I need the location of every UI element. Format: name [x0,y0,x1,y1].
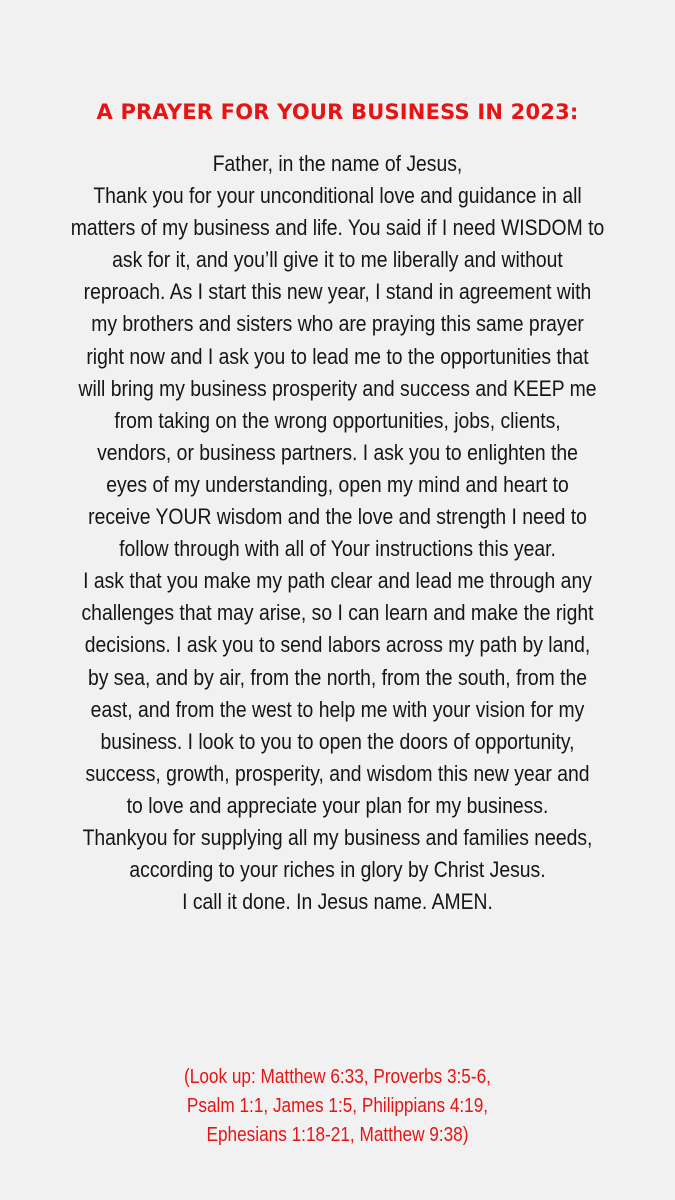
prayer-line: east, and from the west to help me with your vision for my [90,696,585,722]
prayer-line: reproach. As I start this new year, I stand in agreement with [83,279,592,305]
prayer-line: I call it done. In Jesus name. AMEN. [182,889,493,915]
prayer-line: right now and I ask you to lead me to the opportunities that [86,343,589,369]
prayer-line: by sea, and by air, from the north, from the south, from the [87,664,588,690]
prayer-line: eyes of my understanding, open my mind and heart to [106,471,569,497]
prayer-line: receive YOUR wisdom and the love and strength I need to [88,504,587,530]
prayer-line: to love and appreciate your plan for my business. [126,792,549,818]
prayer-line: matters of my business and life. You said if I need WISDOM to [70,215,605,241]
prayer-body [47,148,628,918]
prayer-line: my brothers and sisters who are praying this same prayer [91,311,584,337]
prayer-line: follow through with all of Your instructions this year. [119,536,556,562]
prayer-line: business. I look to you to open the doors of opportunity, [100,728,575,754]
reference-line: (Look up: Matthew 6:33, Proverbs 3:5-6, [184,1066,491,1088]
reference-line: Ephesians 1:18-21, Matthew 9:38) [206,1124,469,1146]
reference-line: Psalm 1:1, James 1:5, Philippians 4:19, [186,1095,489,1117]
scripture-references [47,1063,628,1150]
prayer-line: ask for it, and you’ll give it to me liberally and without [112,247,563,273]
prayer-line: I ask that you make my path clear and lead me through any [83,568,592,594]
prayer-line: according to your riches in glory by Christ Jesus. [129,857,546,883]
prayer-line: Father, in the name of Jesus, [212,151,463,176]
prayer-line: decisions. I ask you to send labors across my path by land, [84,632,591,658]
prayer-line: Thankyou for supplying all my business and families needs, [82,824,593,850]
prayer-line: Thank you for your unconditional love and guidance in all [93,183,582,209]
prayer-line: vendors, or business partners. I ask you to enlighten the [97,439,578,465]
page-title: A PRAYER FOR YOUR BUSINESS IN 2023: [96,100,579,124]
prayer-line: from taking on the wrong opportunities, jobs, clients, [114,407,561,433]
prayer-line: challenges that may arise, so I can learn and make the right [81,600,594,626]
prayer-line: will bring my business prosperity and success and KEEP me [78,375,597,401]
prayer-line: success, growth, prosperity, and wisdom this new year and [85,760,590,786]
